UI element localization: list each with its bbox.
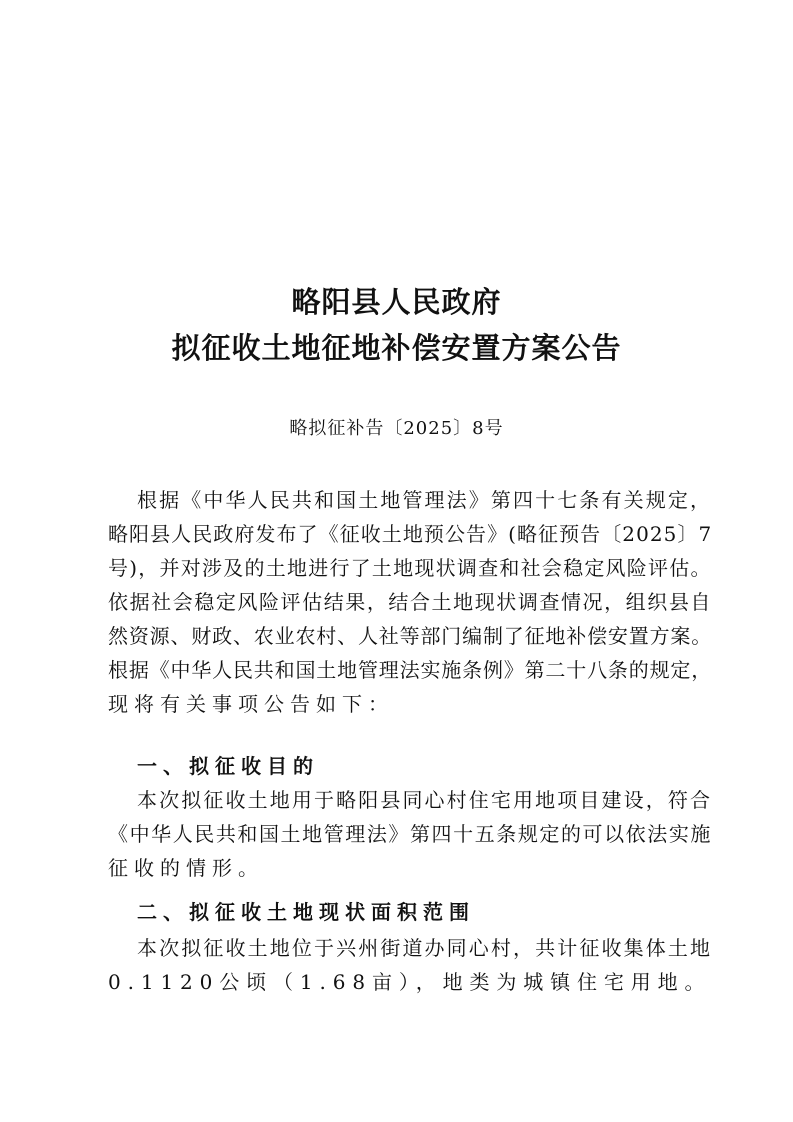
- title-line-2: 拟征收土地征地补偿安置方案公告: [171, 331, 622, 365]
- body-line: 依据社会稳定风险评估结果，结合土地现状调查情况，组织县自: [108, 590, 712, 614]
- body-line: 然资源、财政、农业农村、人社等部门编制了征地补偿安置方案。: [108, 624, 713, 648]
- body-line: 本次拟征收土地用于略阳县同心村住宅用地项目建设，符合: [137, 788, 713, 812]
- body-line: 根据《中华人民共和国土地管理法实施条例》第二十八条的规定，: [108, 658, 713, 682]
- title-line-1: 略阳县人民政府: [291, 285, 502, 319]
- body-line: 略阳县人民政府发布了《征收土地预公告》(略征预告〔2025〕7: [108, 522, 713, 546]
- body-line: 号)，并对涉及的土地进行了土地现状调查和社会稳定风险评估。: [108, 556, 712, 580]
- body-line: 本次拟征收土地位于兴州街道办同心村，共计征收集体土地: [137, 936, 713, 960]
- body-line: 现将有关事项公告如下：: [108, 692, 394, 716]
- document-number: 略拟征补告〔2025〕8号: [289, 418, 504, 439]
- section-heading-2: 二、拟征收土地现状面积范围: [137, 900, 475, 924]
- body-line: 根据《中华人民共和国土地管理法》第四十七条有关规定，: [137, 488, 713, 512]
- body-line: 0.1120公顷（1.68亩），地类为城镇住宅用地。: [108, 970, 712, 994]
- body-line: 征收的情形。: [108, 856, 264, 880]
- body-line: 《中华人民共和国土地管理法》第四十五条规定的可以依法实施: [108, 822, 712, 846]
- section-heading-1: 一、拟征收目的: [137, 754, 319, 778]
